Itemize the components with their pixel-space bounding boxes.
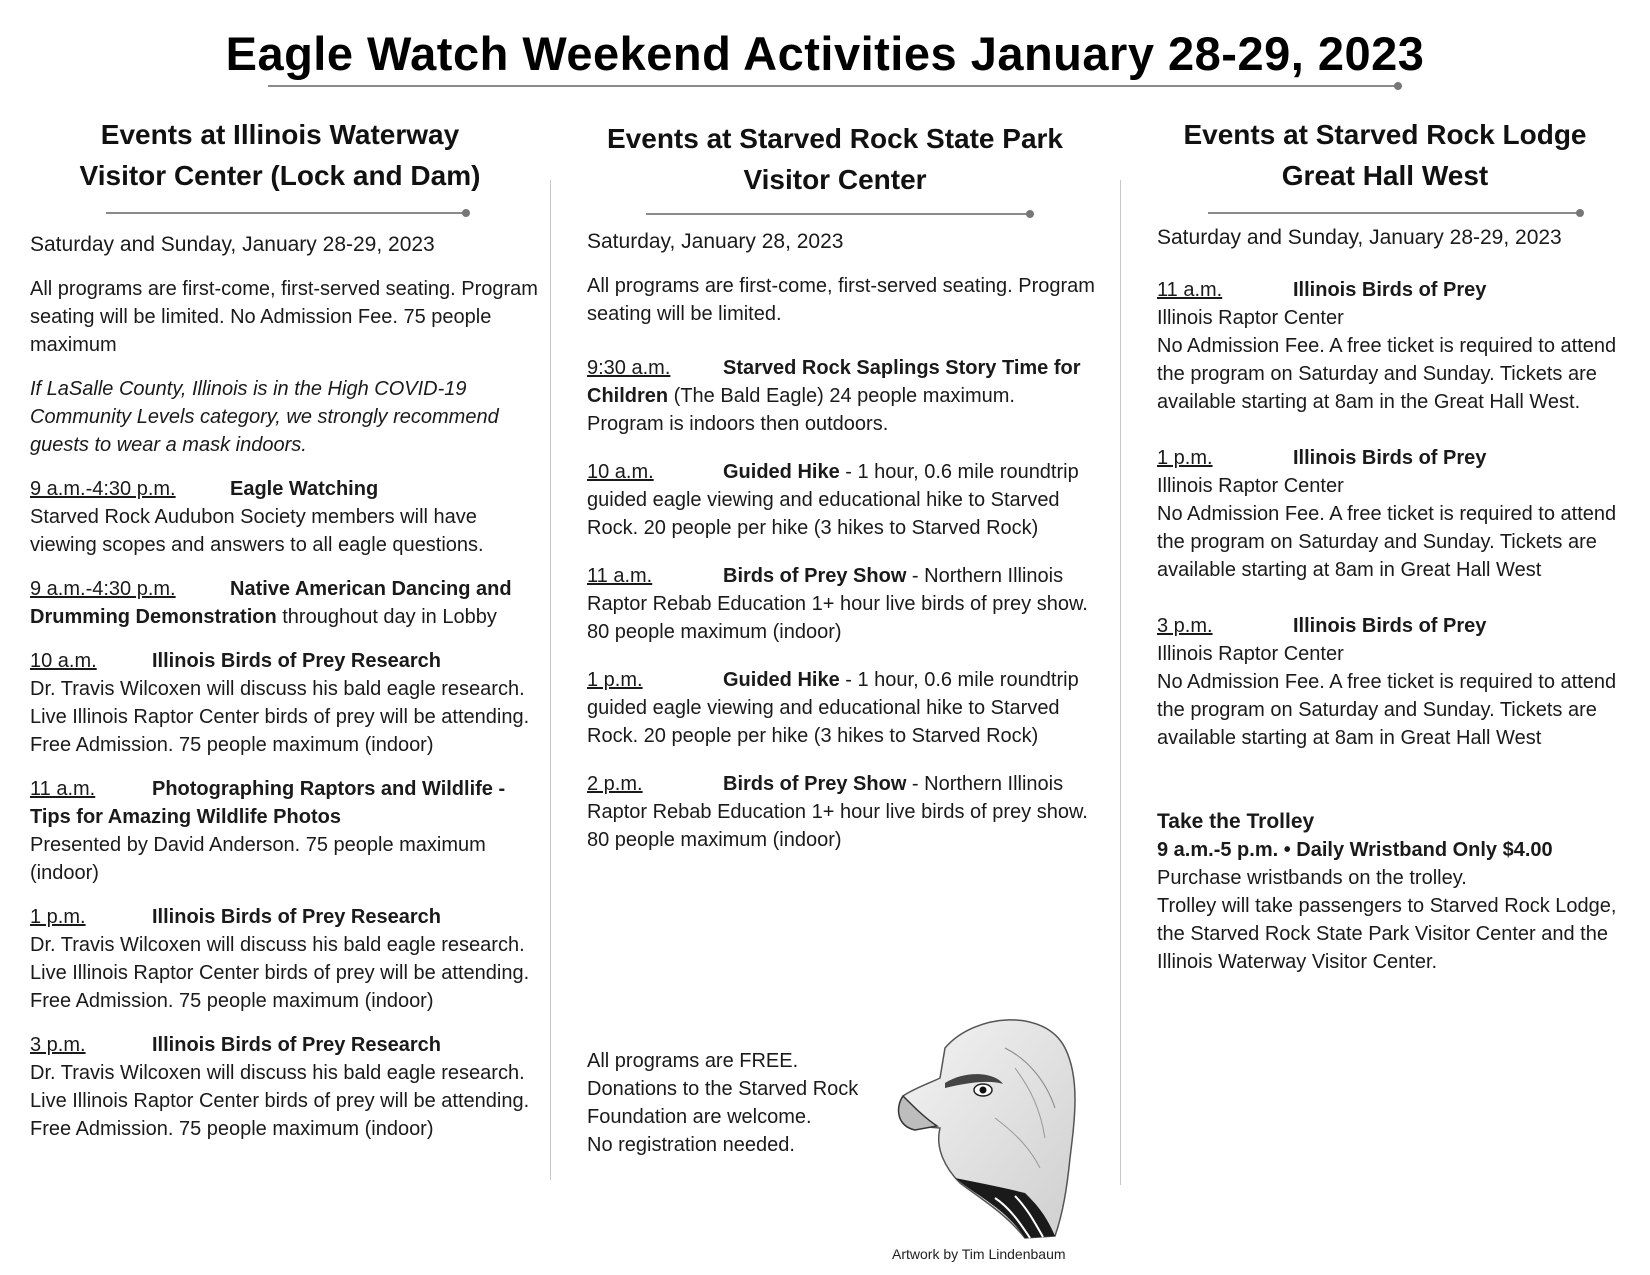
event-time: 10 a.m. <box>587 461 654 483</box>
event-time: 1 p.m. <box>1157 447 1213 469</box>
col3-date: Saturday and Sunday, January 28-29, 2023 <box>1157 226 1562 249</box>
col2-event <box>587 770 1097 854</box>
event-name: Guided Hike <box>723 669 840 691</box>
col1-event <box>30 575 540 631</box>
event-desc: Dr. Travis Wilcoxen will discuss his bald eagle research. Live Illinois Raptor Center birds of prey will be attending. Free Admission. 75 people maximum (indoor) <box>30 934 530 1012</box>
col1-event <box>30 1031 540 1143</box>
col3-event <box>1157 444 1647 584</box>
col2-event <box>587 354 1097 438</box>
column-divider-2 <box>1120 180 1121 1185</box>
event-desc: Presented by David Anderson. 75 people maximum (indoor) <box>30 834 486 884</box>
event-name: Birds of Prey Show <box>723 565 907 587</box>
trolley-section <box>1157 808 1647 976</box>
col3-body <box>1157 224 1647 976</box>
event-desc: - 1 hour, 0.6 mile roundtrip guided eagle viewing and educational hike to Starved Rock. 20 people per hike (3 hikes to Starved Rock) <box>587 461 1079 539</box>
event-desc: No Admission Fee. A free ticket is required to attend the program on Saturday and Sunday. Tickets are available starting at 8am in the Great Hall West. <box>1157 335 1617 413</box>
event-time: 11 a.m. <box>587 565 653 587</box>
col2-event <box>587 666 1097 750</box>
col2-intro: All programs are first-come, first-served seating. Program seating will be limited. <box>587 275 1095 325</box>
col1-event <box>30 475 540 559</box>
col3-title-divider <box>1208 212 1580 214</box>
col2-free-note: All programs are FREE. Donations to the Starved Rock Foundation are welcome. No registration needed. <box>587 1050 859 1156</box>
event-desc: Dr. Travis Wilcoxen will discuss his bald eagle research. Live Illinois Raptor Center birds of prey will be attending. Free Admission. 75 people maximum (indoor) <box>30 1062 530 1140</box>
event-name: Birds of Prey Show <box>723 773 907 795</box>
col2-date: Saturday, January 28, 2023 <box>587 230 844 253</box>
event-name: Starved Rock Saplings Story Time for Children <box>587 357 1081 407</box>
event-time: 9:30 a.m. <box>587 357 671 379</box>
col1-covid-notice: If LaSalle County, Illinois is in the High COVID-19 Community Levels category, we strongly recommend guests to wear a mask indoors. <box>30 378 499 456</box>
column-divider-1 <box>550 180 551 1180</box>
event-desc: Starved Rock Audubon Society members will have viewing scopes and answers to all eagle questions. <box>30 506 484 556</box>
col1-event <box>30 903 540 1015</box>
event-desc: - Northern Illinois Raptor Rebab Education 1+ hour live birds of prey show. 80 people maximum (indoor) <box>587 773 1088 851</box>
event-time: 11 a.m. <box>30 778 96 800</box>
col2-title-divider <box>646 213 1030 215</box>
event-time: 3 p.m. <box>1157 615 1213 637</box>
event-time: 9 a.m.-4:30 p.m. <box>30 478 176 500</box>
event-name: Illinois Birds of Prey <box>1293 447 1487 469</box>
col3-event <box>1157 612 1647 752</box>
event-name: Illinois Birds of Prey <box>1293 279 1487 301</box>
event-name: Illinois Birds of Prey Research <box>152 1034 441 1056</box>
event-time: 3 p.m. <box>30 1034 86 1056</box>
col1-title: Events at Illinois Waterway Visitor Center (Lock and Dam) <box>79 119 481 191</box>
trolley-hours: 9 a.m.-5 p.m. • Daily Wristband Only $4.00 <box>1157 839 1553 861</box>
event-time: 10 a.m. <box>30 650 97 672</box>
col1-body <box>30 231 540 1159</box>
trolley-line-1: Purchase wristbands on the trolley. <box>1157 867 1467 889</box>
event-time: 11 a.m. <box>1157 279 1223 301</box>
event-desc: No Admission Fee. A free ticket is required to attend the program on Saturday and Sunday. Tickets are available starting at 8am in Great Hall West <box>1157 503 1617 581</box>
event-name: Illinois Birds of Prey Research <box>152 650 441 672</box>
event-time: 1 p.m. <box>30 906 86 928</box>
event-desc: - 1 hour, 0.6 mile roundtrip guided eagle viewing and educational hike to Starved Rock. 20 people per hike (3 hikes to Starved Rock) <box>587 669 1079 747</box>
trolley-line-2: Trolley will take passengers to Starved Rock Lodge, the Starved Rock State Park Visitor Center and the Illinois Waterway Visitor Center. <box>1157 895 1617 973</box>
col2-event <box>587 562 1097 646</box>
col1-intro: All programs are first-come, first-served seating. Program seating will be limited. No Admission Fee. 75 people maximum <box>30 278 538 356</box>
col2-body <box>587 228 1097 874</box>
event-desc: No Admission Fee. A free ticket is required to attend the program on Saturday and Sunday. Tickets are available starting at 8am in Great Hall West <box>1157 671 1617 749</box>
event-time: 2 p.m. <box>587 773 643 795</box>
event-name: Illinois Birds of Prey Research <box>152 906 441 928</box>
event-name: Eagle Watching <box>230 478 379 500</box>
event-desc: throughout day in Lobby <box>276 606 497 628</box>
event-desc: - Northern Illinois Raptor Rebab Education 1+ hour live birds of prey show. 80 people maximum (indoor) <box>587 565 1088 643</box>
event-org: Illinois Raptor Center <box>1157 643 1344 665</box>
event-name: Native American Dancing and Drumming Demonstration <box>30 578 512 628</box>
eagle-illustration <box>885 1008 1085 1243</box>
event-desc: (The Bald Eagle) 24 people maximum. Program is indoors then outdoors. <box>587 385 1015 435</box>
col1-title-divider <box>106 212 466 214</box>
event-name: Illinois Birds of Prey <box>1293 615 1487 637</box>
col3-title: Events at Starved Rock Lodge Great Hall West <box>1183 119 1587 191</box>
col1-event <box>30 647 540 759</box>
trolley-title: Take the Trolley <box>1157 810 1315 833</box>
col3-event <box>1157 276 1647 416</box>
event-desc: Dr. Travis Wilcoxen will discuss his bald eagle research. Live Illinois Raptor Center birds of prey will be attending. Free Admission. 75 people maximum (indoor) <box>30 678 530 756</box>
event-time: 9 a.m.-4:30 p.m. <box>30 578 176 600</box>
col1-event <box>30 775 540 887</box>
event-time: 1 p.m. <box>587 669 643 691</box>
event-name: Guided Hike <box>723 461 840 483</box>
event-name: Photographing Raptors and Wildlife - Tips for Amazing Wildlife Photos <box>30 778 506 828</box>
col1-date: Saturday and Sunday, January 28-29, 2023 <box>30 233 435 256</box>
event-org: Illinois Raptor Center <box>1157 307 1344 329</box>
event-org: Illinois Raptor Center <box>1157 475 1344 497</box>
title-divider <box>268 85 1398 87</box>
col2-event <box>587 458 1097 542</box>
page-title: Eagle Watch Weekend Activities January 28-29, 2023 <box>225 27 1425 80</box>
col2-title: Events at Starved Rock State Park Visitor Center <box>607 123 1063 195</box>
artwork-credit: Artwork by Tim Lindenbaum <box>892 1246 1066 1262</box>
